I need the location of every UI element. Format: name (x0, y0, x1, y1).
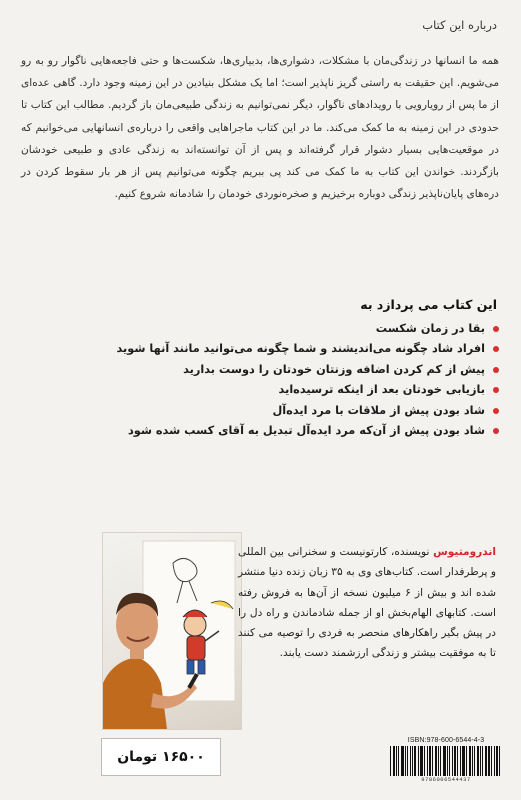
bullet-icon (493, 367, 499, 373)
author-illustration (103, 533, 241, 729)
isbn-block (390, 737, 502, 783)
barcode-bar (443, 746, 446, 776)
author-bio-text: نویسنده، کارتونیست و سخنرانی بین المللی و پرطرفدار است. کتاب‌های وی به ۳۵ زبان زنده دنیا منتشر شده اند و بیش از ۶ میلیون نسخه از آن‌ها به فروش رفته است. کتابهای الهام‌بخش او از جمله شادماندن و راه دل را در پیش بگیر راهکارهای منحصر به فردی را توصیه می کنند تا به موفقیت بیشتر و زندگی ارزشمند دست یابند. (238, 546, 497, 660)
barcode-bar (396, 746, 397, 776)
bullet-icon (493, 428, 499, 434)
author-name: اندرومتیوس (433, 546, 496, 558)
topic-text: شاد بودن پیش از آن‌که مرد ایده‌آل تبدیل به آقای کسب شده شود (127, 424, 485, 438)
barcode-bar (485, 746, 487, 776)
barcode-bar (457, 746, 458, 776)
barcode-bar (480, 746, 481, 776)
barcode-bar (496, 746, 498, 776)
barcode-bar (401, 746, 404, 776)
barcode-bar (429, 746, 431, 776)
bullet-icon (493, 326, 499, 332)
barcode-bar (449, 746, 450, 776)
price-box (101, 738, 221, 776)
isbn-text: ISBN:978-600-6544-4-3 (407, 737, 485, 744)
barcode-bar (410, 746, 411, 776)
barcode-bar (405, 746, 406, 776)
barcode-bar (452, 746, 453, 776)
bullet-icon (493, 346, 499, 352)
section-heading: درباره این کتاب (422, 18, 497, 32)
topic-text: افراد شاد چگونه می‌اندیشند و شما چگونه می‌توانید مانند آنها شوید (116, 342, 485, 356)
topics-title: این کتاب می پردازد به (360, 297, 497, 312)
author-bio (238, 542, 496, 664)
topics-list (59, 319, 499, 441)
topic-item (59, 380, 499, 400)
barcode-bar (414, 746, 416, 776)
barcode-bar (398, 746, 399, 776)
about-text (21, 50, 499, 205)
barcode-bar (466, 746, 467, 776)
topic-text: شاد بودن پیش از ملاقات با مرد ایده‌آل (272, 403, 485, 417)
barcode-bar (432, 746, 433, 776)
about-paragraph: همه ما انسانها در زندگی‌مان با مشکلات، دشواری‌ها، بدبیاری‌ها، شکست‌ها و حتی فاجعه‌هایی ناگوار رو به رو می‌شویم. این حقیقت به راستی گریز ناپذیر است؛ اما یک مشکل بنیادین در این زمینه وجود دارد. گاهی عده‌ای از ما پس از رویارویی با رویدادهای ناگوار، دیگر نمی‌توانیم به زندگی طبیعی‌مان باز گردیم. مطالب این کتاب تا حدودی در این زمینه به ما کمک می‌کند. ما در این کتاب ماجراهایی واقعی را درباره‌ی انسانهایی می‌خوانیم که در موقعیت‌هایی بسیار دشوار قرار گرفته‌اند و پس از آن توانسته‌اند به زندگی عادی و طبیعی خودشان بازگردند. خواندن این کتاب به ما کمک می کند پی ببریم چگونه می‌توانیم پس از هر بار سقوط کردن در دره‌های پایان‌ناپذیر زندگی دوباره برخیزیم و صخره‌نوردی خودمان را شادمانه شروع کنیم. (21, 55, 499, 201)
barcode-bar (438, 746, 439, 776)
barcode-bar (435, 746, 437, 776)
barcode-bar (499, 746, 500, 776)
bullet-icon (493, 387, 499, 393)
author-photo (102, 532, 242, 730)
barcode-bar (460, 746, 461, 776)
barcode-bar (469, 746, 471, 776)
barcode-digits: 9786006544437 (421, 776, 471, 783)
topic-text: بازیابی خودتان بعد از اینکه ترسیده‌اید (278, 383, 485, 397)
topic-text: پیش از کم کردن اضافه وزنتان خودتان را دوست بدارید (183, 362, 485, 376)
barcode-bar (420, 746, 423, 776)
topic-item (59, 339, 499, 359)
barcode-bar (390, 746, 391, 776)
topic-item (59, 401, 499, 421)
bullet-icon (493, 408, 499, 414)
barcode-bar (418, 746, 419, 776)
topic-item (59, 360, 499, 380)
barcode-bar (447, 746, 449, 776)
barcode-bar (474, 746, 475, 776)
barcode-bar (454, 746, 456, 776)
barcode-bar (440, 746, 441, 776)
barcode-bar (427, 746, 428, 776)
topic-text: بقا در زمان شکست (375, 322, 485, 335)
barcode-bar (477, 746, 479, 776)
topic-item (59, 421, 499, 441)
barcode-bar (472, 746, 473, 776)
barcode-bar (488, 746, 491, 776)
barcode-bar (407, 746, 409, 776)
barcode-bar (482, 746, 483, 776)
topic-item (59, 319, 499, 339)
barcode-bar (424, 746, 425, 776)
barcode-bar (412, 746, 413, 776)
barcode-bar (393, 746, 395, 776)
barcode-bar (494, 746, 495, 776)
price-text: ۱۶۵۰۰ تومان (117, 749, 205, 765)
barcode-bar (462, 746, 465, 776)
barcode (390, 746, 502, 776)
barcode-bar (491, 746, 492, 776)
